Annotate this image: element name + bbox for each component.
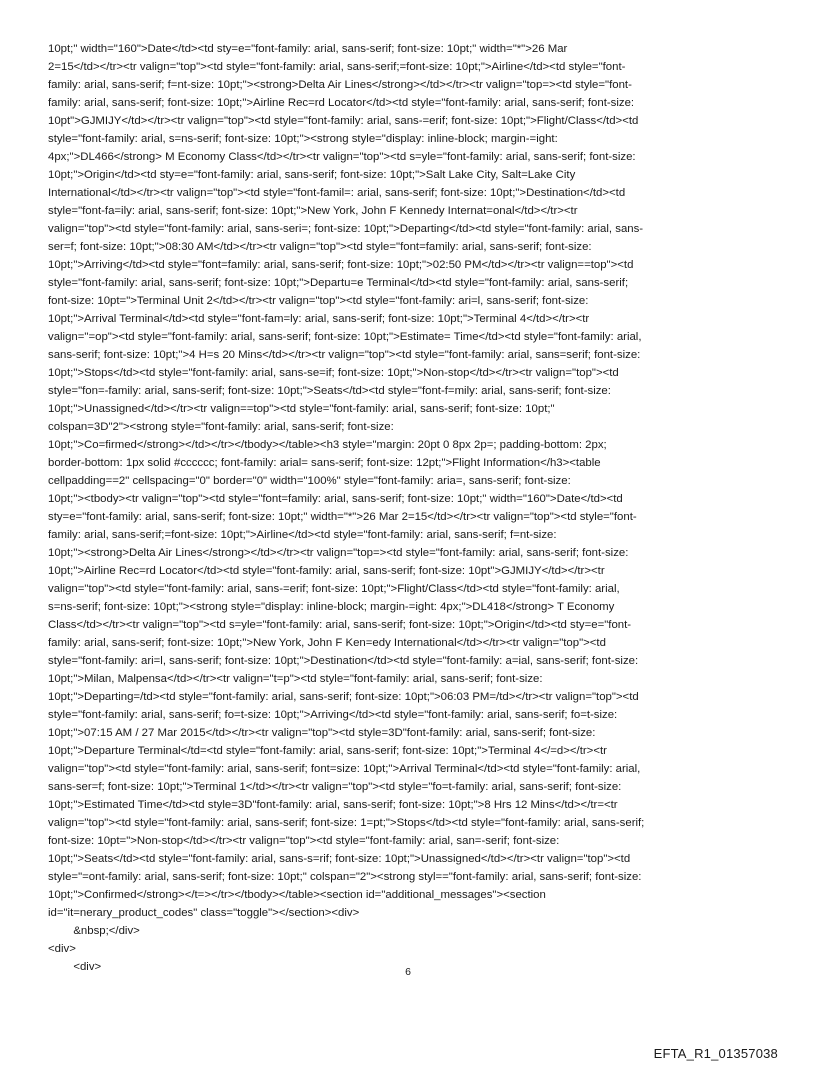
text-line: ser=f; font-size: 10pt;">08:30 AM</td></tr><tr valign="top"><td style="font=family: arial, sans-serif; font-size: [48,241,592,253]
text-line: 10pt;" width="160">Date</td><td sty=e="font-family: arial, sans-serif; font-size: 10pt;" width="*">26 Mar [48,43,568,55]
text-line: valign="top"><td style="font-family: arial, sans-serif; font=size: 10pt;">Arrival Terminal</td><td style="font-family: arial, [48,763,641,775]
text-line: sty=e="font-family: arial, sans-serif; font-size: 10pt;" width="*">26 Mar 2=15</td></tr><tr valign="top"><td style="font- [48,511,637,523]
text-line: 10pt;"><strong>Delta Air Lines</strong></td></tr><tr valign="top=><td style="font-family: arial, sans-serif; font-size: [48,547,629,559]
text-line: style="fon=-family: arial, sans-serif; font-size: 10pt;">Seats</td><td style="font-f=mily: arial, sans-serif; font-size: [48,385,611,397]
text-line: 10pt;"><tbody><tr valign="top"><td style="font=family: arial, sans-serif; font-size: 10pt;" width="160">Date</td><td [48,493,623,505]
text-line: 10pt;">Confirmed</strong></t=></tr></tbody></table><section id="additional_messages"><section [48,889,546,901]
document-id-stamp: EFTA_R1_01357038 [653,1046,778,1061]
text-line: style="font-fa=ily: arial, sans-serif; font-size: 10pt;">New York, John F Kennedy Internat=onal</td></tr><tr [48,205,578,217]
text-line: border-bottom: 1px solid #cccccc; font-family: arial= sans-serif; font-size: 12pt;">Flight Information</h3><table [48,457,601,469]
text-line: family: arial, sans-serif;=font-size: 10pt;">Airline</td><td style="font-family: arial, sans-serif; f=nt-size: [48,529,557,541]
text-line: International</td></tr><tr valign="top"><td style="font-famil=: arial, sans-serif; font-size: 10pt;">Destination</td><td [48,187,626,199]
text-line: family: arial, sans-serif; f=nt-size: 10pt;"><strong>Delta Air Lines</strong></td></tr><tr valign="top=><td style="font- [48,79,632,91]
text-line: sans-serif; font-size: 10pt;">4 H=s 20 Mins</td></tr><tr valign="top"><td style="font-family: arial, sans=serif; font-size: [48,349,641,361]
text-line: <div> [48,943,76,955]
text-line: s=ns-serif; font-size: 10pt;"><strong style="display: inline-block; margin-=ight: 4px;">DL418</strong> T Economy [48,601,615,613]
text-line: family: arial, sans-serif; font-size: 10pt;">New York, John F Ken=edy International</td></tr><tr valign="top"><td [48,637,606,649]
text-line: style="font-family: arial, sans-serif; fo=t-size: 10pt;">Arriving</td><td style="font-family: arial, sans-serif; fo=t-size: [48,709,618,721]
text-line: 10pt;">07:15 AM / 27 Mar 2015</td></tr><tr valign="top"><td style=3D"font-family: arial, sans-serif; font-size: [48,727,596,739]
text-line: 4px;">DL466</strong> M Economy Class</td></tr><tr valign="top"><td s=yle="font-family: arial, sans-serif; font-size: [48,151,636,163]
text-line: valign="=op"><td style="font-family: arial, sans-serif; font-size: 10pt;">Estimate= Time</td><td style="font-family: arial, [48,331,642,343]
raw-html-text-block [48,40,772,976]
text-line: style="font-family: arial, sans-serif; font-size: 10pt;">Departu=e Terminal</td><td style="font-family: arial, sans-serif; [48,277,629,289]
text-line: 10pt;">Origin</td><td sty=e="font-family: arial, sans-serif; font-size: 10pt;">Salt Lake City, Salt=Lake City [48,169,576,181]
text-line: 2=15</td></tr><tr valign="top"><td style="font-family: arial, sans-serif;=font-size: 10pt;">Airline</td><td style="font- [48,61,626,73]
text-line: 10pt;">Airline Rec=rd Locator</td><td style="font-family: arial, sans-serif; font-size: 10pt">GJMIJY</td></tr><tr [48,565,605,577]
text-line: family: arial, sans-serif; font-size: 10pt;">Airline Rec=rd Locator</td><td style="font-family: arial, sans-serif; font-size: [48,97,635,109]
text-line: style="font-family: ari=l, sans-serif; font-size: 10pt;">Destination</td><td style="font-family: a=ial, sans-serif; font-size: [48,655,639,667]
text-line: font-size: 10pt=">Terminal Unit 2</td></tr><tr valign="top"><td style="font-family: ari=l, sans-serif; font-size: [48,295,589,307]
text-line: 10pt">GJMIJY</td></tr><tr valign="top"><td style="font-family: arial, sans-=erif; font-size: 10pt;">Flight/Class</td><td [48,115,639,127]
text-line: 10pt;">Unassigned</td></tr><tr valign==top"><td style="font-family: arial, sans-serif; font-size: 10pt;" [48,403,555,415]
text-line: 10pt;">Departing=/td><td style="font-family: arial, sans-serif; font-size: 10pt;">06:03 PM=/td></tr><tr valign="top"><td [48,691,639,703]
text-line: Class</td></tr><tr valign="top"><td s=yle="font-family: arial, sans-serif; font-size: 10pt;">Origin</td><td sty=e="font- [48,619,632,631]
text-line: 10pt;">Seats</td><td style="font-family: arial, sans-s=rif; font-size: 10pt;">Unassigned</td></tr><tr valign="top"><td [48,853,631,865]
text-line: sans-ser=f; font-size: 10pt;">Terminal 1</td></tr><tr valign="top"><td style="fo=t-family: arial, sans-serif; font-size: [48,781,622,793]
text-line: cellpadding==2" cellspacing="0" border="0" width="100%" style="font-family: aria=, sans-serif; font-size: [48,475,571,487]
text-line: 10pt;">Co=firmed</strong></td></tr></tbody></table><h3 style="margin: 20pt 0 8px 2p=; padding-bottom: 2px; [48,439,607,451]
text-line: valign="top"><td style="font-family: arial, sans-serif; font-size: 1=pt;">Stops</td><td style="font-family: arial, sans-serif; [48,817,645,829]
text-line: &nbsp;</div> [48,925,140,937]
text-line: style="=ont-family: arial, sans-serif; font-size: 10pt;" colspan="2"><strong styl=="font-family: arial, sans-serif; font-size: [48,871,642,883]
text-line: 10pt;">Milan, Malpensa</td></tr><tr valign="t=p"><td style="font-family: arial, sans-serif; font-size: [48,673,543,685]
text-line: font-size: 10pt=">Non-stop</td></tr><tr valign="top"><td style="font-family: arial, san=-serif; font-size: [48,835,560,847]
text-line: 10pt;">Arrival Terminal</td><td style="font-fam=ly: arial, sans-serif; font-size: 10pt;">Terminal 4</td></tr><tr [48,313,590,325]
text-line: 10pt;">Arriving</td><td style="font=family: arial, sans-serif; font-size: 10pt;">02:50 PM</td></tr><tr valign==top"><td [48,259,634,271]
text-line: id="it=nerary_product_codes" class="toggle"></section><div> [48,907,360,919]
text-line: 10pt;">Stops</td><td style="font-family: arial, sans-se=if; font-size: 10pt;">Non-stop</td></tr><tr valign="top"><td [48,367,619,379]
text-line: valign="top"><td style="font-family: arial, sans-seri=; font-size: 10pt;">Departing</td><td style="font-family: arial, sans- [48,223,644,235]
text-line: colspan=3D"2"><strong style="font-family: arial, sans-serif; font-size: [48,421,394,433]
text-line: 10pt;">Departure Terminal</td=<td style="font-family: arial, sans-serif; font-size: 10pt;">Terminal 4</=d></tr><tr [48,745,607,757]
text-line: style="font-family: arial, s=ns-serif; font-size: 10pt;"><strong style="display: inline-block; margin-=ight: [48,133,558,145]
text-line: 10pt;">Estimated Time</td><td style=3D"font-family: arial, sans-serif; font-size: 10pt;">8 Hrs 12 Mins</td></tr=<tr [48,799,618,811]
text-line: valign="top"><td style="font-family: arial, sans-=erif; font-size: 10pt;">Flight/Class</td><td style="font-family: arial, [48,583,620,595]
text-line: <div> [48,961,102,973]
page-number: 6 [405,966,411,978]
